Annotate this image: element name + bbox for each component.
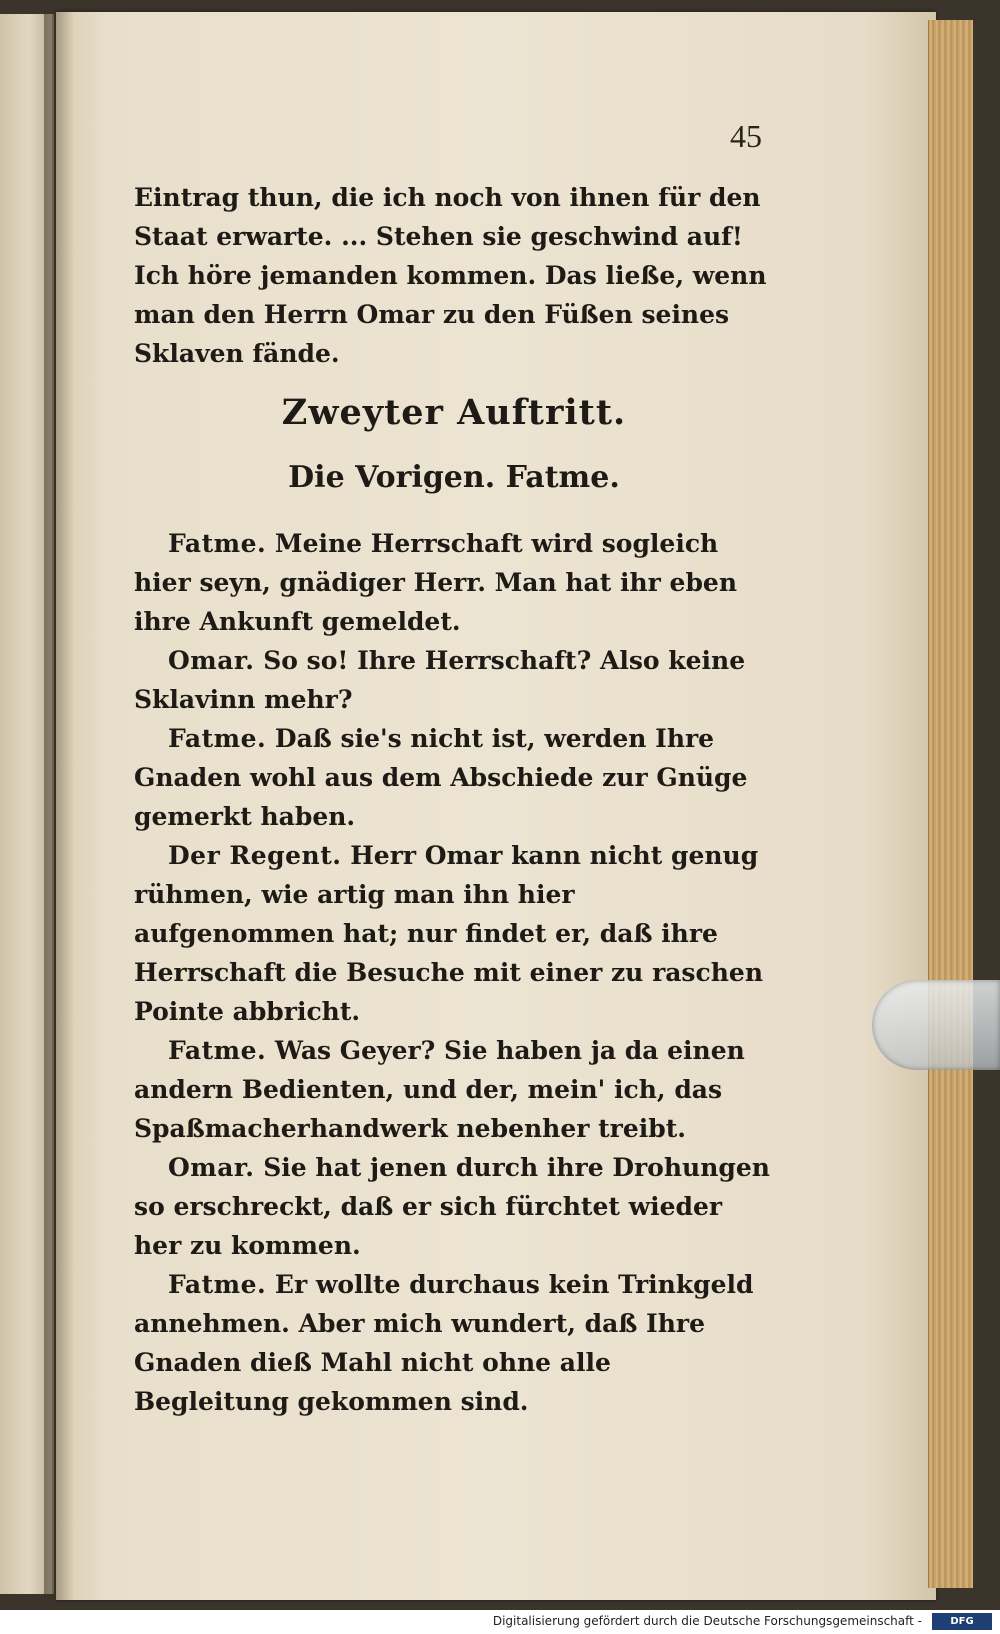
speaker-name: Fatme. xyxy=(168,529,267,558)
thumb-clip-shadow xyxy=(872,980,1000,1070)
gutter-shadow xyxy=(44,10,74,1600)
page-stack-edge xyxy=(928,20,973,1588)
speaker-name: Der Regent. xyxy=(168,841,342,870)
dialogue-line xyxy=(134,836,774,1031)
speaker-name: Fatme. xyxy=(168,1036,267,1065)
dialogue xyxy=(134,524,774,1421)
dfg-logo: DFG xyxy=(932,1613,992,1630)
dialogue-line xyxy=(134,719,774,836)
page-number: 45 xyxy=(730,118,762,154)
scene-heading: Zweyter Auftritt. xyxy=(281,392,627,433)
speech-text: Was Geyer? Sie haben ja da einen andern Bedienten, und der, mein' ich, das Spaßmacherhandwerk nebenher treibt. xyxy=(134,1036,745,1143)
intro-paragraph xyxy=(134,178,774,373)
digitization-footer xyxy=(0,1610,1000,1634)
speaker-name: Omar. xyxy=(168,1153,255,1182)
dialogue-line xyxy=(134,1031,774,1148)
dialogue-line xyxy=(134,1265,774,1421)
speaker-name: Omar. xyxy=(168,646,255,675)
dialogue-line xyxy=(134,641,774,719)
dialogue-line xyxy=(134,1148,774,1265)
scene-cast: Die Vorigen. Fatme. xyxy=(288,460,620,495)
speech-text: So so! Ihre Herrschaft? Also keine Sklavinn mehr? xyxy=(134,646,746,714)
intro-text: Eintrag thun, die ich noch von ihnen für den Staat erwarte. ... Stehen sie geschwind auf! Ich höre jemanden kommen. Das ließe, wenn man den Herrn Omar zu den Füßen seines Sklaven fände. xyxy=(134,183,767,368)
speaker-name: Fatme. xyxy=(168,1270,267,1299)
speech-text: Meine Herrschaft wird sogleich hier seyn, gnädiger Herr. Man hat ihr eben ihre Ankunft gemeldet. xyxy=(134,529,738,636)
speaker-name: Fatme. xyxy=(168,724,267,753)
dialogue-line xyxy=(134,524,774,641)
speech-text: Herr Omar kann nicht genug rühmen, wie artig man ihn hier aufgenommen hat; nur findet er, daß ihre Herrschaft die Besuche mit einer zu raschen Pointe abbricht. xyxy=(134,841,763,1026)
speech-text: Daß sie's nicht ist, werden Ihre Gnaden wohl aus dem Abschiede zur Gnüge gemerkt haben. xyxy=(134,724,748,831)
speech-text: Sie hat jenen durch ihre Drohungen so erschreckt, daß er sich fürchtet wieder her zu kommen. xyxy=(134,1153,770,1260)
speech-text: Er wollte durchaus kein Trinkgeld annehmen. Aber mich wundert, daß Ihre Gnaden dieß Mahl nicht ohne alle Begleitung gekommen sind. xyxy=(134,1270,754,1416)
funding-credit: Digitalisierung gefördert durch die Deutsche Forschungsgemeinschaft - xyxy=(492,1614,922,1628)
